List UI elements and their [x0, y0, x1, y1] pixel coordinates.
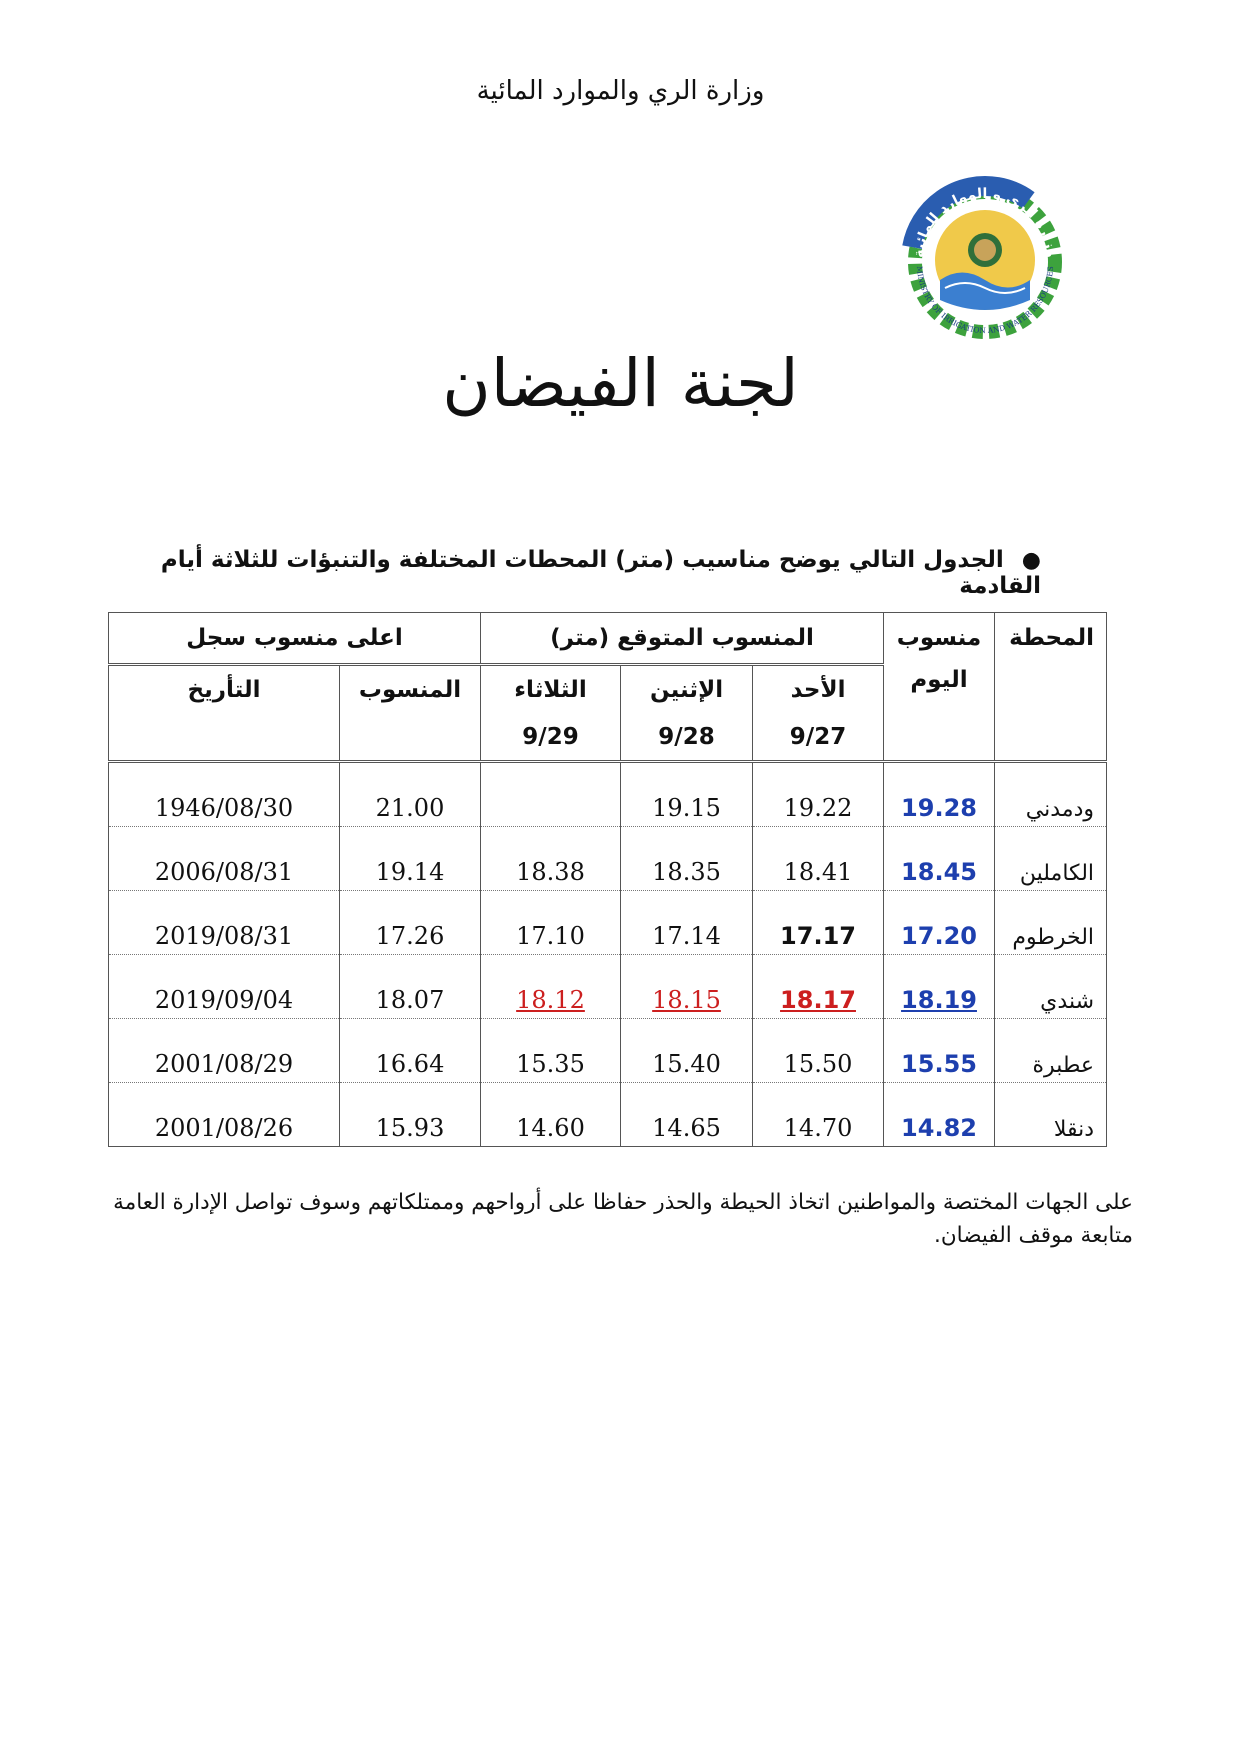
- ministry-name: وزارة الري والموارد المائية: [476, 76, 765, 106]
- logo-arabic-text: وزارة الري و الموارد المائية: [910, 185, 1060, 259]
- forecast-day-3: 18.12: [481, 955, 621, 1019]
- today-level: 14.82: [884, 1083, 995, 1147]
- forecast-day-2: 18.35: [621, 827, 753, 891]
- header-forecast-group: المنسوب المتوقع (متر): [481, 613, 884, 665]
- header-day-3: الثلاثاء: [481, 665, 621, 715]
- record-level: 16.64: [340, 1019, 481, 1083]
- today-level: 17.20: [884, 891, 995, 955]
- station-name: عطبرة: [995, 1019, 1107, 1083]
- today-level: 19.28: [884, 762, 995, 827]
- record-date: 2001/08/29: [109, 1019, 340, 1083]
- forecast-day-1: 14.70: [753, 1083, 884, 1147]
- header-today-line1: منسوب: [896, 625, 982, 651]
- header-record-date: التأريخ: [109, 665, 340, 715]
- station-name: ودمدني: [995, 762, 1107, 827]
- station-name: الخرطوم: [995, 891, 1107, 955]
- header-date-3: 9/29: [481, 714, 621, 762]
- record-level: 21.00: [340, 762, 481, 827]
- header-row-top: [109, 613, 1107, 665]
- header-record-date-blank: [109, 714, 340, 762]
- record-level: 18.07: [340, 955, 481, 1019]
- table-intro-text: الجدول التالي يوضح مناسيب (متر) المحطات المختلفة والتنبؤات للثلاثة أيام القادمة: [160, 547, 1041, 599]
- forecast-day-2: 19.15: [621, 762, 753, 827]
- table-intro: [141, 547, 1041, 599]
- table-row: [109, 827, 1107, 891]
- record-date: 1946/08/30: [109, 762, 340, 827]
- forecast-day-3: 14.60: [481, 1083, 621, 1147]
- station-name: شندي: [995, 955, 1107, 1019]
- forecast-day-3: [481, 762, 621, 827]
- station-name: دنقلا: [995, 1083, 1107, 1147]
- record-date: 2001/08/26: [109, 1083, 340, 1147]
- forecast-day-2: 17.14: [621, 891, 753, 955]
- header-today: [884, 613, 995, 762]
- record-level: 15.93: [340, 1083, 481, 1147]
- record-date: 2006/08/31: [109, 827, 340, 891]
- record-level: 19.14: [340, 827, 481, 891]
- table-row: [109, 762, 1107, 827]
- header-record-group: اعلى منسوب سجل: [109, 613, 481, 665]
- header-record-level-blank: [340, 714, 481, 762]
- forecast-day-1: 17.17: [753, 891, 884, 955]
- header-station: المحطة: [995, 613, 1107, 762]
- record-level: 17.26: [340, 891, 481, 955]
- record-date: 2019/08/31: [109, 891, 340, 955]
- header-date-2: 9/28: [621, 714, 753, 762]
- table-row: [109, 955, 1107, 1019]
- header-date-1: 9/27: [753, 714, 884, 762]
- station-name: الكاملين: [995, 827, 1107, 891]
- table-row: [109, 1083, 1107, 1147]
- forecast-day-3: 17.10: [481, 891, 621, 955]
- forecast-day-1: 19.22: [753, 762, 884, 827]
- forecast-day-1: 18.17: [753, 955, 884, 1019]
- water-levels-table: [108, 612, 1107, 1147]
- today-level: 15.55: [884, 1019, 995, 1083]
- forecast-day-1: 15.50: [753, 1019, 884, 1083]
- ministry-logo: [895, 170, 1075, 350]
- header-day-1: الأحد: [753, 665, 884, 715]
- forecast-day-1: 18.41: [753, 827, 884, 891]
- header-day-2: الإثنين: [621, 665, 753, 715]
- page-title: لجنة الفيضان: [442, 345, 799, 422]
- today-level: 18.45: [884, 827, 995, 891]
- today-level: 18.19: [884, 955, 995, 1019]
- bullet-icon: ●: [1021, 548, 1041, 573]
- forecast-day-2: 15.40: [621, 1019, 753, 1083]
- logo-english-text: MINISTRY OF IRRIGATION AND WATER RESOURCES: [914, 265, 1056, 336]
- forecast-day-3: 15.35: [481, 1019, 621, 1083]
- warning-note: على الجهات المختصة والمواطنين اتخاذ الحيطة والحذر حفاظا على أرواحهم وممتلكاتهم وسوف تواصل الإدارة العامة متابعة موقف الفيضان.: [113, 1190, 1133, 1248]
- record-date: 2019/09/04: [109, 955, 340, 1019]
- forecast-day-2: 18.15: [621, 955, 753, 1019]
- forecast-day-2: 14.65: [621, 1083, 753, 1147]
- forecast-day-3: 18.38: [481, 827, 621, 891]
- header-today-line2: اليوم: [910, 667, 968, 693]
- table-row: [109, 1019, 1107, 1083]
- table-row: [109, 891, 1107, 955]
- header-record-level: المنسوب: [340, 665, 481, 715]
